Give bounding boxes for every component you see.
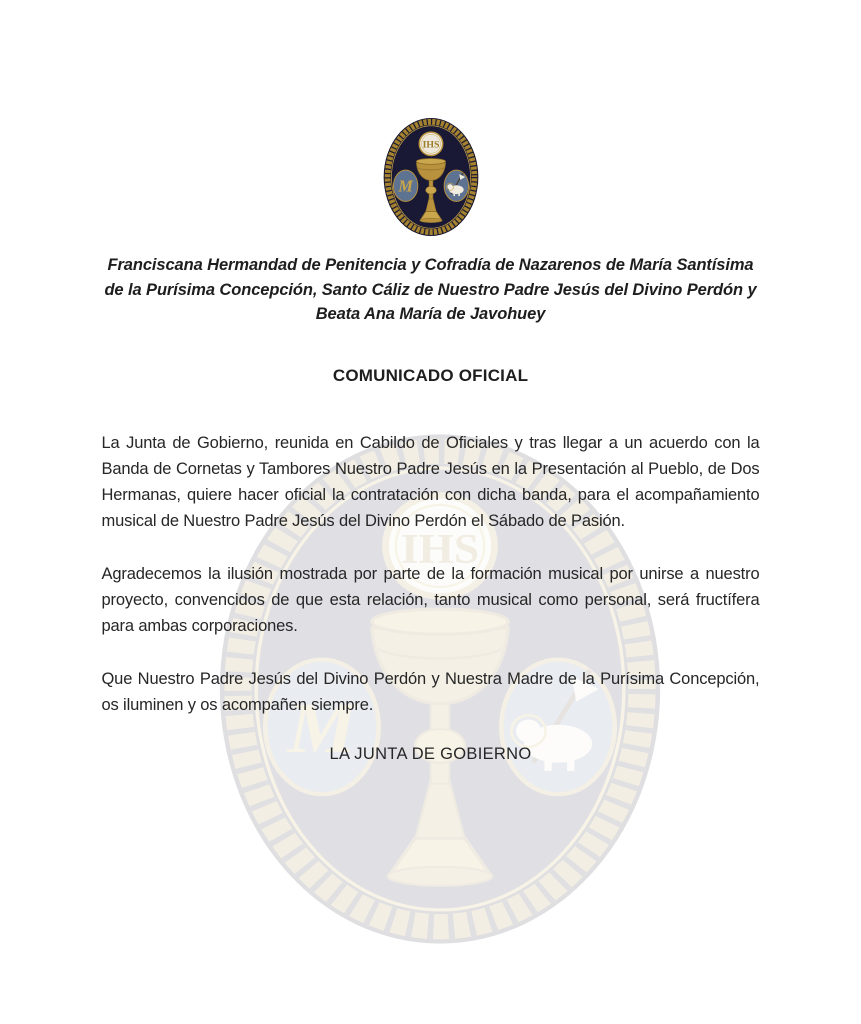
organization-name-line-1: Franciscana Hermandad de Penitencia y Cofradía de Nazarenos de María Santísima bbox=[107, 256, 754, 274]
document-page bbox=[0, 116, 861, 1024]
paragraph-3: Que Nuestro Padre Jesús del Divino Perdón y Nuestra Madre de la Purísima Concepción, os iluminen y os acompañen siempre. bbox=[101, 669, 760, 714]
organization-name-line-2: de la Purísima Concepción, Santo Cáliz de Nuestro Padre Jesús del Divino Perdón y bbox=[104, 280, 757, 299]
signature: LA JUNTA DE GOBIERNO bbox=[329, 744, 532, 763]
document-content bbox=[0, 116, 861, 764]
paragraph-2: Agradecemos la ilusión mostrada por parte de la formación musical por unirse a nuestro proyecto, convencidos de que esta relación, tanto musical como personal, será fructífera para ambas corporaciones. bbox=[101, 564, 760, 635]
document-title: COMUNICADO OFICIAL bbox=[332, 365, 529, 385]
document-body bbox=[102, 430, 760, 764]
organization-name-line-3: Beata Ana María de Javohuey bbox=[315, 305, 546, 323]
brotherhood-crest bbox=[382, 116, 480, 238]
organization-name bbox=[81, 253, 781, 327]
paragraph-1: La Junta de Gobierno, reunida en Cabildo de Oficiales y tras llegar a un acuerdo con la Banda de Cornetas y Tambores Nuestro Padre Jesús en la Presentación al Pueblo, de Dos Hermanas, quiere hacer oficial la contratación con dicha banda, para el acompañamiento musical de Nuestro Padre Jesús del Divino Perdón el Sábado de Pasión. bbox=[101, 433, 760, 530]
